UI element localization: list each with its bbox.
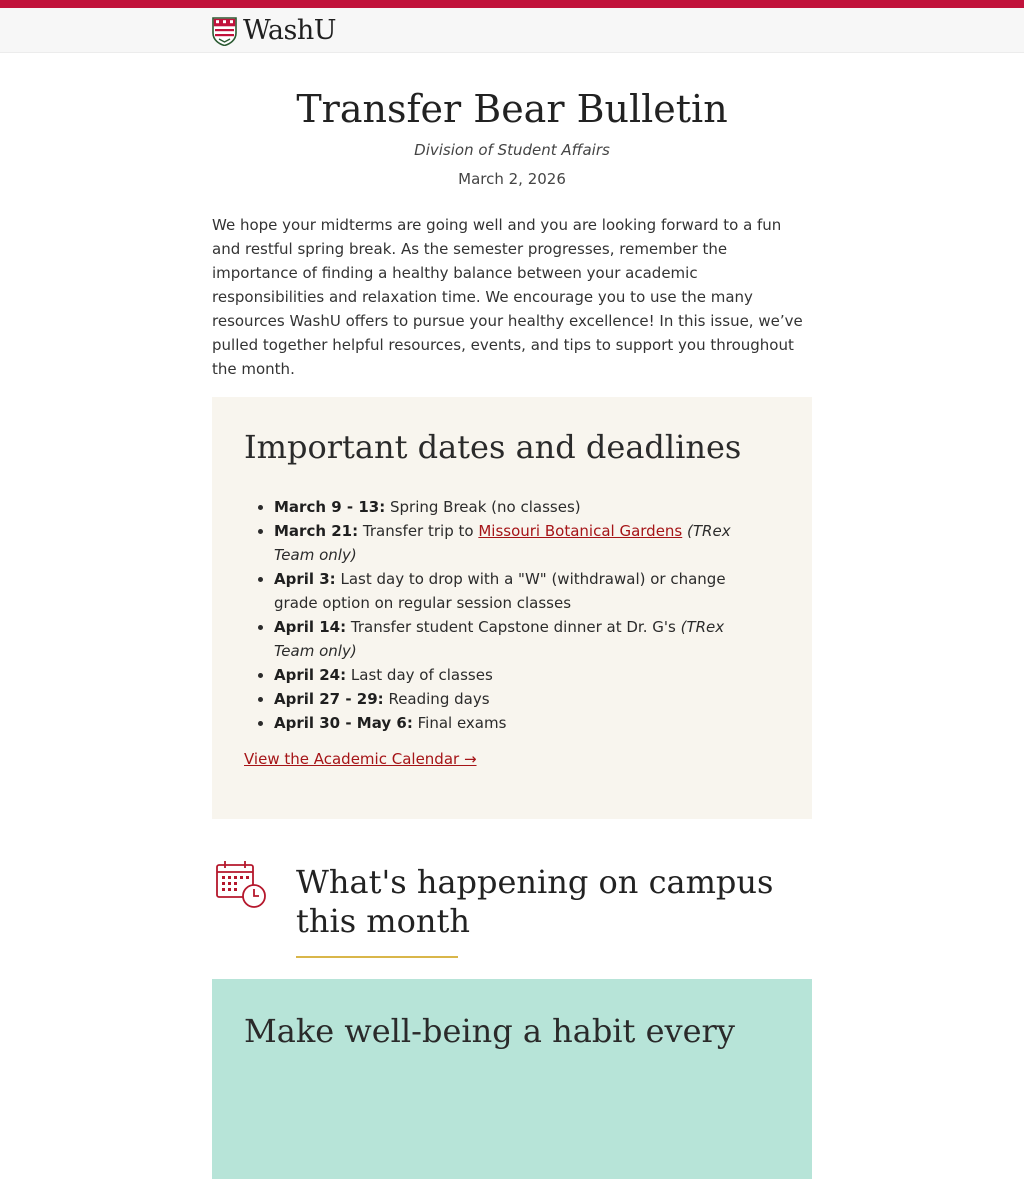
botanical-gardens-link[interactable]: Missouri Botanical Gardens [478,522,683,540]
deadline-item [274,711,780,735]
header-bar [0,8,1024,53]
deadline-note: (TRex Team only) [274,618,725,660]
deadline-date: April 27 - 29: [274,690,384,708]
deadlines-section [212,397,812,819]
washu-logo-link[interactable] [212,16,336,46]
academic-calendar-link[interactable]: View the Academic Calendar → [244,750,477,768]
newsletter-date: March 2, 2026 [458,170,566,188]
deadline-item [274,615,780,663]
deadline-item [274,519,780,567]
deadline-item [274,567,780,615]
deadline-text: Last day to drop with a "W" (withdrawal) or change grade option on regular session classes [274,570,726,612]
deadline-date: April 24: [274,666,347,684]
campus-heading: What's happening on campus this month [296,863,774,940]
deadline-note: (TRex Team only) [274,522,731,564]
wellbeing-heading: Make well-being a habit every [244,1012,735,1050]
deadline-text: Final exams [417,714,507,732]
deadline-date: March 21: [274,522,359,540]
newsletter-subtitle: Division of Student Affairs [414,141,610,159]
deadline-date: April 14: [274,618,347,636]
calendar-clock-icon [215,859,267,909]
deadline-text: Spring Break (no classes) [390,498,581,516]
newsletter-title: Transfer Bear Bulletin [296,87,728,131]
wellbeing-section [212,979,812,1179]
deadline-date: April 3: [274,570,336,588]
deadline-text: Reading days [388,690,490,708]
deadlines-list [244,495,780,735]
deadline-text: Transfer student Capstone dinner at Dr. G's [350,618,676,636]
deadline-date: April 30 - May 6: [274,714,413,732]
newsletter-body [212,87,812,1179]
washu-shield-icon [212,17,237,46]
deadline-item [274,663,780,687]
deadline-text: Transfer trip to [362,522,474,540]
deadlines-heading: Important dates and deadlines [244,428,742,466]
logo-wordmark: WashU [243,15,337,46]
deadline-date: March 9 - 13: [274,498,386,516]
deadline-item [274,687,780,711]
deadline-text: Last day of classes [350,666,493,684]
heading-underline [296,956,458,958]
deadline-item [274,495,780,519]
top-accent-stripe [0,0,1024,8]
intro-paragraph: We hope your midterms are going well and you are looking forward to a fun and restful spring break. As the semester progresses, remember the importance of finding a healthy balance between your academic responsibilities and relaxation time. We encourage you to use the many resources WashU offers to pursue your healthy excellence! In this issue, we’ve pulled together helpful resources, events, and tips to support you throughout the month. [212,216,803,378]
campus-events-section [212,857,812,977]
